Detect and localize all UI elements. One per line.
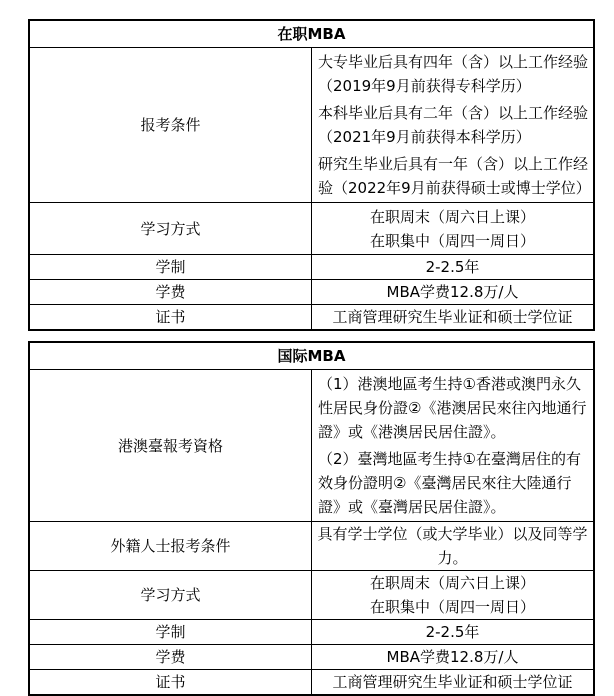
table-row: [29, 305, 594, 331]
table-row: [29, 203, 594, 255]
table-row: [29, 48, 594, 203]
row-label-waiji-tiaojian: 外籍人士报考条件: [29, 522, 312, 571]
study-mode-line: 在职集中（周四一周日）: [369, 598, 535, 616]
row-value-xuexi-fangshi: [312, 203, 595, 255]
row-label-xuezhi: 学制: [29, 255, 312, 280]
row-label-baokao-tiaojian: 报考条件: [29, 48, 312, 203]
table-title-guoji-mba: 国际MBA: [29, 342, 594, 370]
table-title-row: [29, 20, 594, 48]
eligibility-paragraph: （1）港澳地區考生持①香港或澳門永久性居民身份證②《港澳居民來往內地通行證》或《港澳居民居住證》。: [318, 375, 587, 441]
row-value-xuezhi: 2-2.5年: [312, 620, 595, 645]
row-label-xuexi-fangshi: 学习方式: [29, 203, 312, 255]
row-value-waiji-tiaojian: 具有学士学位（或大学毕业）以及同等学力。: [312, 522, 595, 571]
table-row: [29, 522, 594, 571]
table-row: [29, 670, 594, 696]
study-mode-line: 在职周末（周六日上课）: [369, 207, 535, 226]
row-label-xuezhi: 学制: [29, 620, 312, 645]
table-title-row: [29, 342, 594, 370]
eligibility-paragraph: （2）臺灣地區考生持①在臺灣居住的有效身份證明②《臺灣居民來往大陸通行證》或《臺灣居民居住證》。: [318, 450, 581, 516]
requirement-paragraph: 本科毕业后具有二年（含）以上工作经验（2021年9月前获得本科学历）: [318, 104, 589, 146]
zaizhi-mba-table: [28, 19, 595, 331]
row-label-zhengshu: 证书: [29, 305, 312, 331]
row-value-xuezhi: 2-2.5年: [312, 255, 595, 280]
row-label-zhengshu: 证书: [29, 670, 312, 696]
table-row: [29, 280, 594, 305]
table-row: [29, 571, 594, 620]
row-value-zhengshu: 工商管理研究生毕业证和硕士学位证: [312, 305, 595, 331]
guoji-mba-table: [28, 341, 595, 696]
row-label-xuefei: 学费: [29, 280, 312, 305]
row-label-xuefei: 学费: [29, 645, 312, 670]
requirement-paragraph: 大专毕业后具有四年（含）以上工作经验（2019年9月前获得专科学历）: [318, 53, 589, 95]
requirement-paragraph: 研究生毕业后具有一年（含）以上工作经验（2022年9月前获得硕士或博士学位）: [318, 155, 591, 197]
table-row: [29, 645, 594, 670]
row-value-zhengshu: 工商管理研究生毕业证和硕士学位证: [312, 670, 595, 696]
row-label-gangaotai-zige: 港澳臺報考資格: [29, 370, 312, 522]
study-mode-line: 在职周末（周六日上课）: [369, 574, 535, 592]
table-row: [29, 255, 594, 280]
study-mode-line: 在职集中（周四一周日）: [369, 231, 535, 250]
row-value-xuefei: MBA学费12.8万/人: [312, 280, 595, 305]
table-row: [29, 370, 594, 522]
table-row: [29, 620, 594, 645]
row-label-xuexi-fangshi: 学习方式: [29, 571, 312, 620]
row-value-baokao-tiaojian: [312, 48, 595, 203]
row-value-gangaotai-zige: [312, 370, 595, 522]
row-value-xuefei: MBA学费12.8万/人: [312, 645, 595, 670]
row-value-xuexi-fangshi: [312, 571, 595, 620]
table-title-zaizhi-mba: 在职MBA: [29, 20, 594, 48]
